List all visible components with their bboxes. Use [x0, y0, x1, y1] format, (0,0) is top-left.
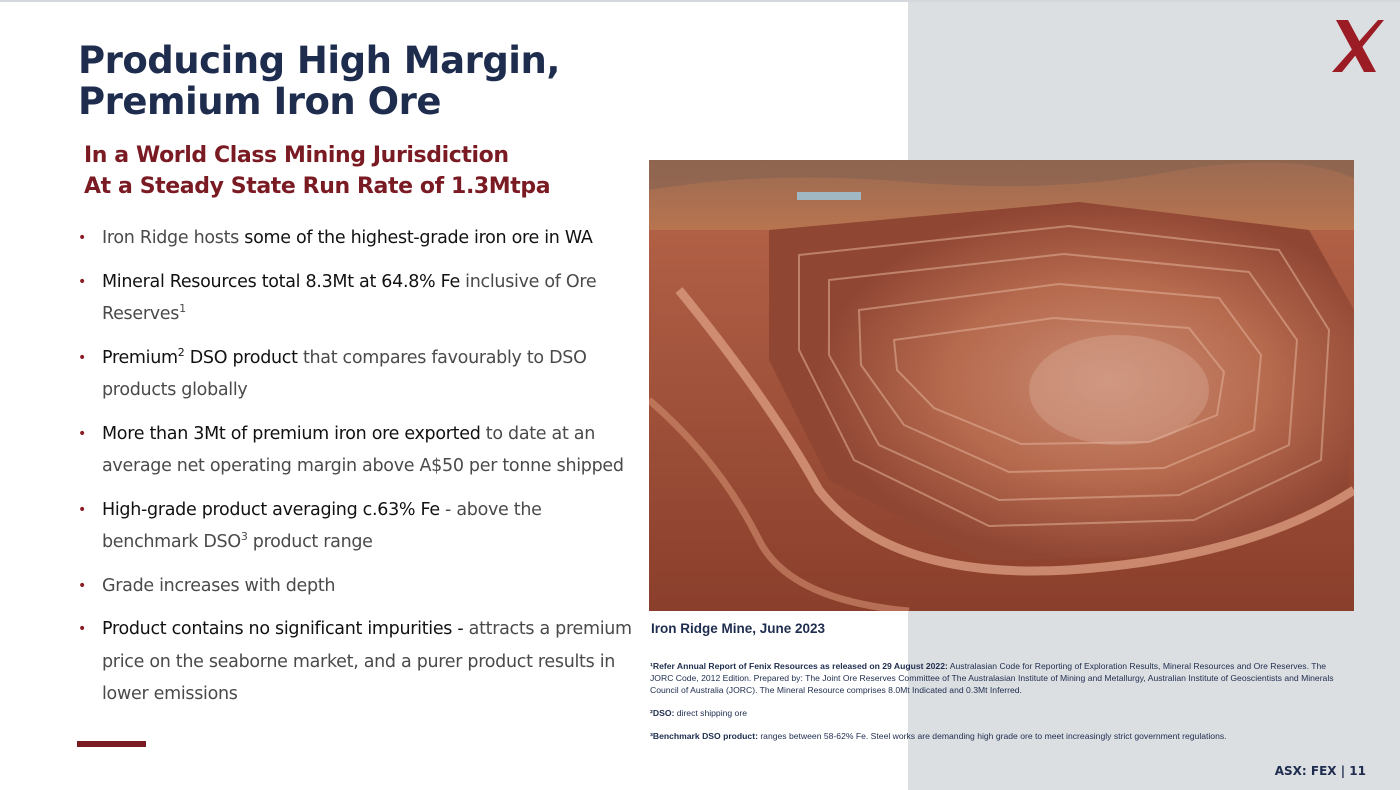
fenix-x-logo-icon: [1326, 18, 1386, 74]
footnotes: [650, 660, 1350, 753]
subtitle-line-2: At a Steady State Run Rate of 1.3Mtpa: [84, 174, 551, 199]
bullet-text: to date at an average net operating margin above A$50 per tonne shipped: [102, 423, 624, 476]
bullet-item: [78, 266, 638, 331]
footnote-ref: 3: [240, 530, 248, 544]
bullet-emphasis: High-grade product averaging c.63% Fe: [102, 499, 440, 520]
mine-photo: [649, 160, 1354, 611]
footnote-2: ²DSO: direct shipping ore: [650, 708, 747, 718]
footnote-3: ³Benchmark DSO product: ranges between 58-62% Fe. Steel works are demanding high grade ore to meet increasingly strict government regulations.: [650, 731, 1227, 741]
bullet-text: Grade increases with depth: [102, 575, 336, 596]
page-title: [78, 40, 560, 122]
footnote-ref: 2: [177, 345, 185, 359]
bullet-dot-icon: •: [78, 501, 86, 518]
footnote-ref: 1: [179, 302, 186, 316]
title-line-1: Producing High Margin,: [78, 39, 560, 82]
bullet-text: - above the benchmark DSO: [102, 499, 542, 552]
bullet-emphasis: DSO product: [184, 347, 298, 368]
bullet-item: [78, 570, 638, 603]
title-line-2: Premium Iron Ore: [78, 80, 441, 123]
bullet-item: [78, 342, 638, 407]
bullet-dot-icon: •: [78, 349, 86, 366]
bullet-text: Iron Ridge hosts: [102, 228, 245, 248]
bullet-emphasis: some of the highest-grade iron ore in WA: [244, 228, 593, 248]
subtitle-line-1: In a World Class Mining Jurisdiction: [84, 143, 509, 168]
bullet-text: attracts a premium price on the seaborne market, and a purer product results in lower emissions: [102, 619, 632, 704]
page-label: ASX: FEX | 11: [1274, 764, 1366, 778]
photo-caption: Iron Ridge Mine, June 2023: [651, 621, 826, 636]
bullet-emphasis: Premium: [102, 347, 178, 368]
bullet-text: inclusive of Ore Reserves: [102, 271, 597, 324]
footnote-1: ¹Refer Annual Report of Fenix Resources as released on 29 August 2022: Australasian Code for Reporting of Exploration Results, Mineral Resources and Ore Reserves. The JORC Code, 2012 Edition. Prepared by: The Joint Ore Reserves Committee of The Australasian Institute of Mining and Metallurgy, Australian Institute of Geoscientists and Minerals Council of Australia (JORC). The Mineral Resource comprises 8.0Mt Indicated and 0.3Mt Inferred.: [650, 661, 1334, 695]
bullet-dot-icon: •: [78, 425, 86, 442]
bullet-emphasis: Mineral Resources total 8.3Mt at 64.8% Fe: [102, 271, 460, 292]
bullet-emphasis: Product contains no significant impurities -: [102, 619, 464, 639]
bullet-dot-icon: •: [78, 230, 86, 246]
bullet-text: product range: [247, 532, 373, 552]
bullet-dot-icon: •: [78, 577, 86, 594]
bullet-emphasis: More than 3Mt of premium iron ore exported: [102, 423, 481, 444]
accent-bar: [77, 741, 146, 747]
bullet-item: [78, 494, 638, 559]
bullet-item: [78, 418, 638, 483]
subtitle: [84, 140, 550, 202]
bullet-text: that compares favourably to DSO products globally: [102, 347, 587, 400]
bullet-item: [78, 613, 638, 711]
bullet-item: [78, 222, 638, 255]
bullet-dot-icon: •: [78, 621, 86, 637]
bullet-list: [78, 222, 638, 722]
bullet-dot-icon: •: [78, 273, 86, 290]
